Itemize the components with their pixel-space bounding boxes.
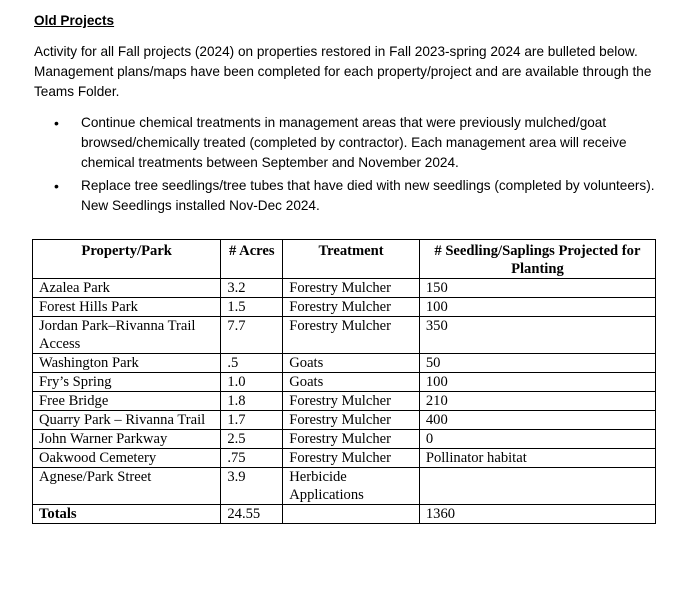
bullet-icon: • (54, 115, 59, 131)
cell-seedlings: 350 (419, 317, 655, 354)
cell-seedlings: 50 (419, 354, 655, 373)
cell-property: Jordan Park–Rivanna Trail Access (33, 317, 221, 354)
table-row (33, 449, 656, 468)
cell-acres: 1.7 (221, 411, 283, 430)
cell-property: John Warner Parkway (33, 430, 221, 449)
table-header-row (33, 240, 656, 279)
cell-property: Oakwood Cemetery (33, 449, 221, 468)
table-row (33, 392, 656, 411)
table-row (33, 279, 656, 298)
table-row (33, 354, 656, 373)
cell-acres: 3.9 (221, 468, 283, 505)
cell-seedlings: 150 (419, 279, 655, 298)
cell-property: Free Bridge (33, 392, 221, 411)
table-row (33, 430, 656, 449)
bullet-list (52, 113, 662, 219)
table-row (33, 468, 656, 505)
cell-seedlings: 0 (419, 430, 655, 449)
cell-treatment: Forestry Mulcher (283, 449, 420, 468)
cell-treatment: Forestry Mulcher (283, 411, 420, 430)
bullet-text: Continue chemical treatments in management areas that were previously mulched/goat browsed/chemically treated (completed by contractor). Each management area will receive chemical treatments between September and November 2024. (81, 115, 627, 170)
cell-treatment: Goats (283, 373, 420, 392)
cell-seedlings: 100 (419, 373, 655, 392)
cell-acres: .5 (221, 354, 283, 373)
cell-seedlings (419, 468, 655, 505)
header-acres: # Acres (221, 240, 283, 279)
cell-acres: 1.8 (221, 392, 283, 411)
cell-seedlings: Pollinator habitat (419, 449, 655, 468)
cell-property: Agnese/Park Street (33, 468, 221, 505)
cell-acres: 7.7 (221, 317, 283, 354)
cell-treatment: Forestry Mulcher (283, 317, 420, 354)
cell-treatment: Forestry Mulcher (283, 279, 420, 298)
bullet-icon: • (54, 178, 59, 194)
cell-property: Fry’s Spring (33, 373, 221, 392)
totals-acres: 24.55 (221, 505, 283, 524)
totals-label: Totals (33, 505, 221, 524)
cell-acres: .75 (221, 449, 283, 468)
totals-row (33, 505, 656, 524)
bullet-item (52, 176, 662, 216)
cell-seedlings: 210 (419, 392, 655, 411)
projects-table (32, 239, 656, 524)
cell-treatment: Forestry Mulcher (283, 430, 420, 449)
header-property: Property/Park (33, 240, 221, 279)
cell-acres: 1.0 (221, 373, 283, 392)
cell-treatment: Herbicide Applications (283, 468, 420, 505)
section-heading: Old Projects (34, 13, 115, 28)
intro-paragraph: Activity for all Fall projects (2024) on properties restored in Fall 2023-spring 2024 are bulleted below. Management plans/maps have been completed for each property/project and are available through the Teams Folder. (34, 44, 652, 99)
cell-acres: 3.2 (221, 279, 283, 298)
totals-treatment (283, 505, 420, 524)
cell-property: Azalea Park (33, 279, 221, 298)
cell-treatment: Forestry Mulcher (283, 392, 420, 411)
cell-seedlings: 400 (419, 411, 655, 430)
table-row (33, 411, 656, 430)
cell-acres: 1.5 (221, 298, 283, 317)
cell-treatment: Forestry Mulcher (283, 298, 420, 317)
bullet-item (52, 113, 662, 173)
cell-seedlings: 100 (419, 298, 655, 317)
table-row (33, 317, 656, 354)
cell-treatment: Goats (283, 354, 420, 373)
cell-acres: 2.5 (221, 430, 283, 449)
table-row (33, 298, 656, 317)
totals-seedlings: 1360 (419, 505, 655, 524)
cell-property: Quarry Park – Rivanna Trail (33, 411, 221, 430)
table-row (33, 373, 656, 392)
header-treatment: Treatment (283, 240, 420, 279)
cell-property: Washington Park (33, 354, 221, 373)
header-seedlings: # Seedling/Saplings Projected for Planting (419, 240, 655, 279)
cell-property: Forest Hills Park (33, 298, 221, 317)
bullet-text: Replace tree seedlings/tree tubes that have died with new seedlings (completed by volunteers). New Seedlings installed Nov-Dec 2024. (81, 178, 655, 213)
